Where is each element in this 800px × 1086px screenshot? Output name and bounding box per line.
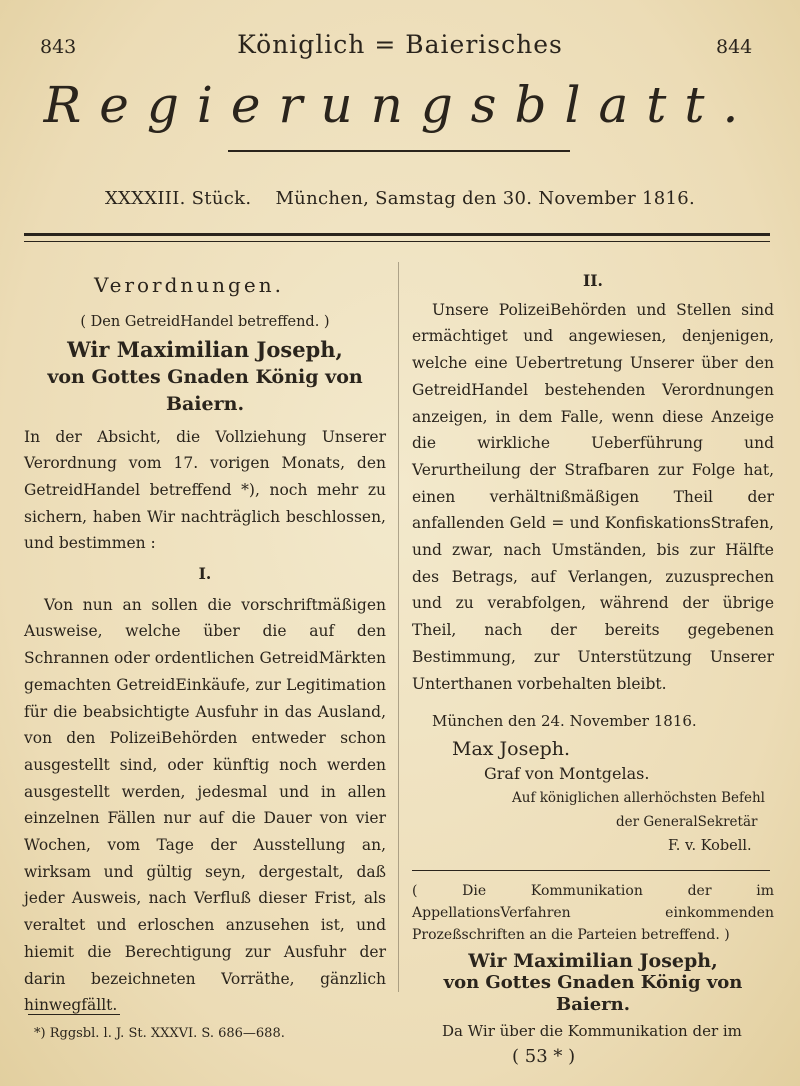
left-column [24,268,386,1019]
second-decree [412,880,774,1042]
sheet-signature-mark: ( 53 * ) [512,1046,576,1067]
signature-king: Max Joseph. [452,738,571,760]
paragraph-2: Unsere PolizeiBehörden und Stellen sind ermächtiget und angewiesen, denjenigen, welche eine Uebertretung Unserer über den GetreidHandel bestehenden Verordnungen anzeigen, in dem Falle, wenn diese Anzeige die wirkliche Ueberführung und Verurtheilung der Strafbaren zur Folge hat, einen verhältnißmäßigen Theil der anfallenden Geld = und KonfiskationsStrafen, und zwar, nach Umständen, bis zur Hälfte des Betrags, auf Verlangen, zuzusprechen und zu verabfolgen, während der übrige Theil, nach der bereits gegebenen Bestimmung, zur Unterstützung Unserer Unterthanen vorbehalten bleibt. [412,300,774,693]
king2-title-line1: Wir Maximilian Joseph, [468,950,718,972]
column-divider [398,262,399,992]
paragraph-1: Von nun an sollen die vorschriftmäßigen Ausweise, welche über die auf den Schrannen oder ordentlichen GetreidMärkten gemachten GetreidEinkäufe, zur Legitimation für die beabsichtigte Ausfuhr in das Ausland, von den PolizeiBehörden entweder schon ausgestellt sind, oder künftig noch werden ausgestellt werden, jedesmal und in allen einzelnen Fällen nur auf die Dauer von vier Wochen, vom Tage der Ausstellung an, wirksam und gültig seyn, dergestalt, daß jeder Ausweis, nach Verfluß dieser Frist, als veraltet und erloschen anzusehen ist, und hiemit die Berechtigung zur Ausfuhr der darin bezeichneten Vorräthe, gänzlich hinwegfällt. [24,595,386,1015]
footnote-rule [28,1014,120,1015]
intro-paragraph: In der Absicht, die Vollziehung Unserer Verordnung vom 17. vorigen Monats, den GetreidHandel betreffend *), noch mehr zu sichern, haben Wir nachträglich beschlossen, und bestimmen : [24,427,386,553]
king2-title-line2: von Gottes Gnaden König von Baiern. [443,972,743,1015]
issue-date: München, Samstag den 30. November 1816. [275,188,696,209]
masthead-title: Regierungsblatt. [43,76,757,134]
decree-subject: ( Den GetreidHandel betreffend. ) [80,313,330,330]
issue-number: XXXXIII. Stück. [104,188,252,209]
page-number-left: 843 [40,36,77,58]
second-decree-start: Da Wir über die Kommunikation der im [442,1022,742,1040]
signature-minister: Graf von Montgelas. [484,764,650,783]
decree-subject-2: ( Die Kommunikation der im AppellationsVerfahren einkommenden Prozeßschriften an die Parteien betreffend. ) [412,883,774,943]
section-number-1: I. [198,564,212,584]
king-title-line1: Wir Maximilian Joseph, [67,337,343,363]
secretary-title: der GeneralSekretär [616,814,758,830]
decree-separator [412,870,770,871]
issue-dateline [0,188,800,209]
section-heading: Verordnungen. [94,273,284,297]
section-number-2: II. [583,271,603,290]
footnote: *) Rggsbl. l. J. St. XXXVI. S. 686—688. [34,1026,285,1041]
header-rule-thin [24,241,770,242]
secretary-name: F. v. Kobell. [668,838,752,854]
kingdom-heading: Königlich = Baierisches [237,30,563,59]
header-rule-thick [24,233,770,236]
place-date: München den 24. November 1816. [432,712,697,730]
right-column [412,268,774,697]
masthead-rule [228,150,570,152]
king-title-line2: von Gottes Gnaden König von Baiern. [47,366,363,415]
page-number-right: 844 [716,36,753,58]
order-line: Auf königlichen allerhöchsten Befehl [512,790,765,806]
